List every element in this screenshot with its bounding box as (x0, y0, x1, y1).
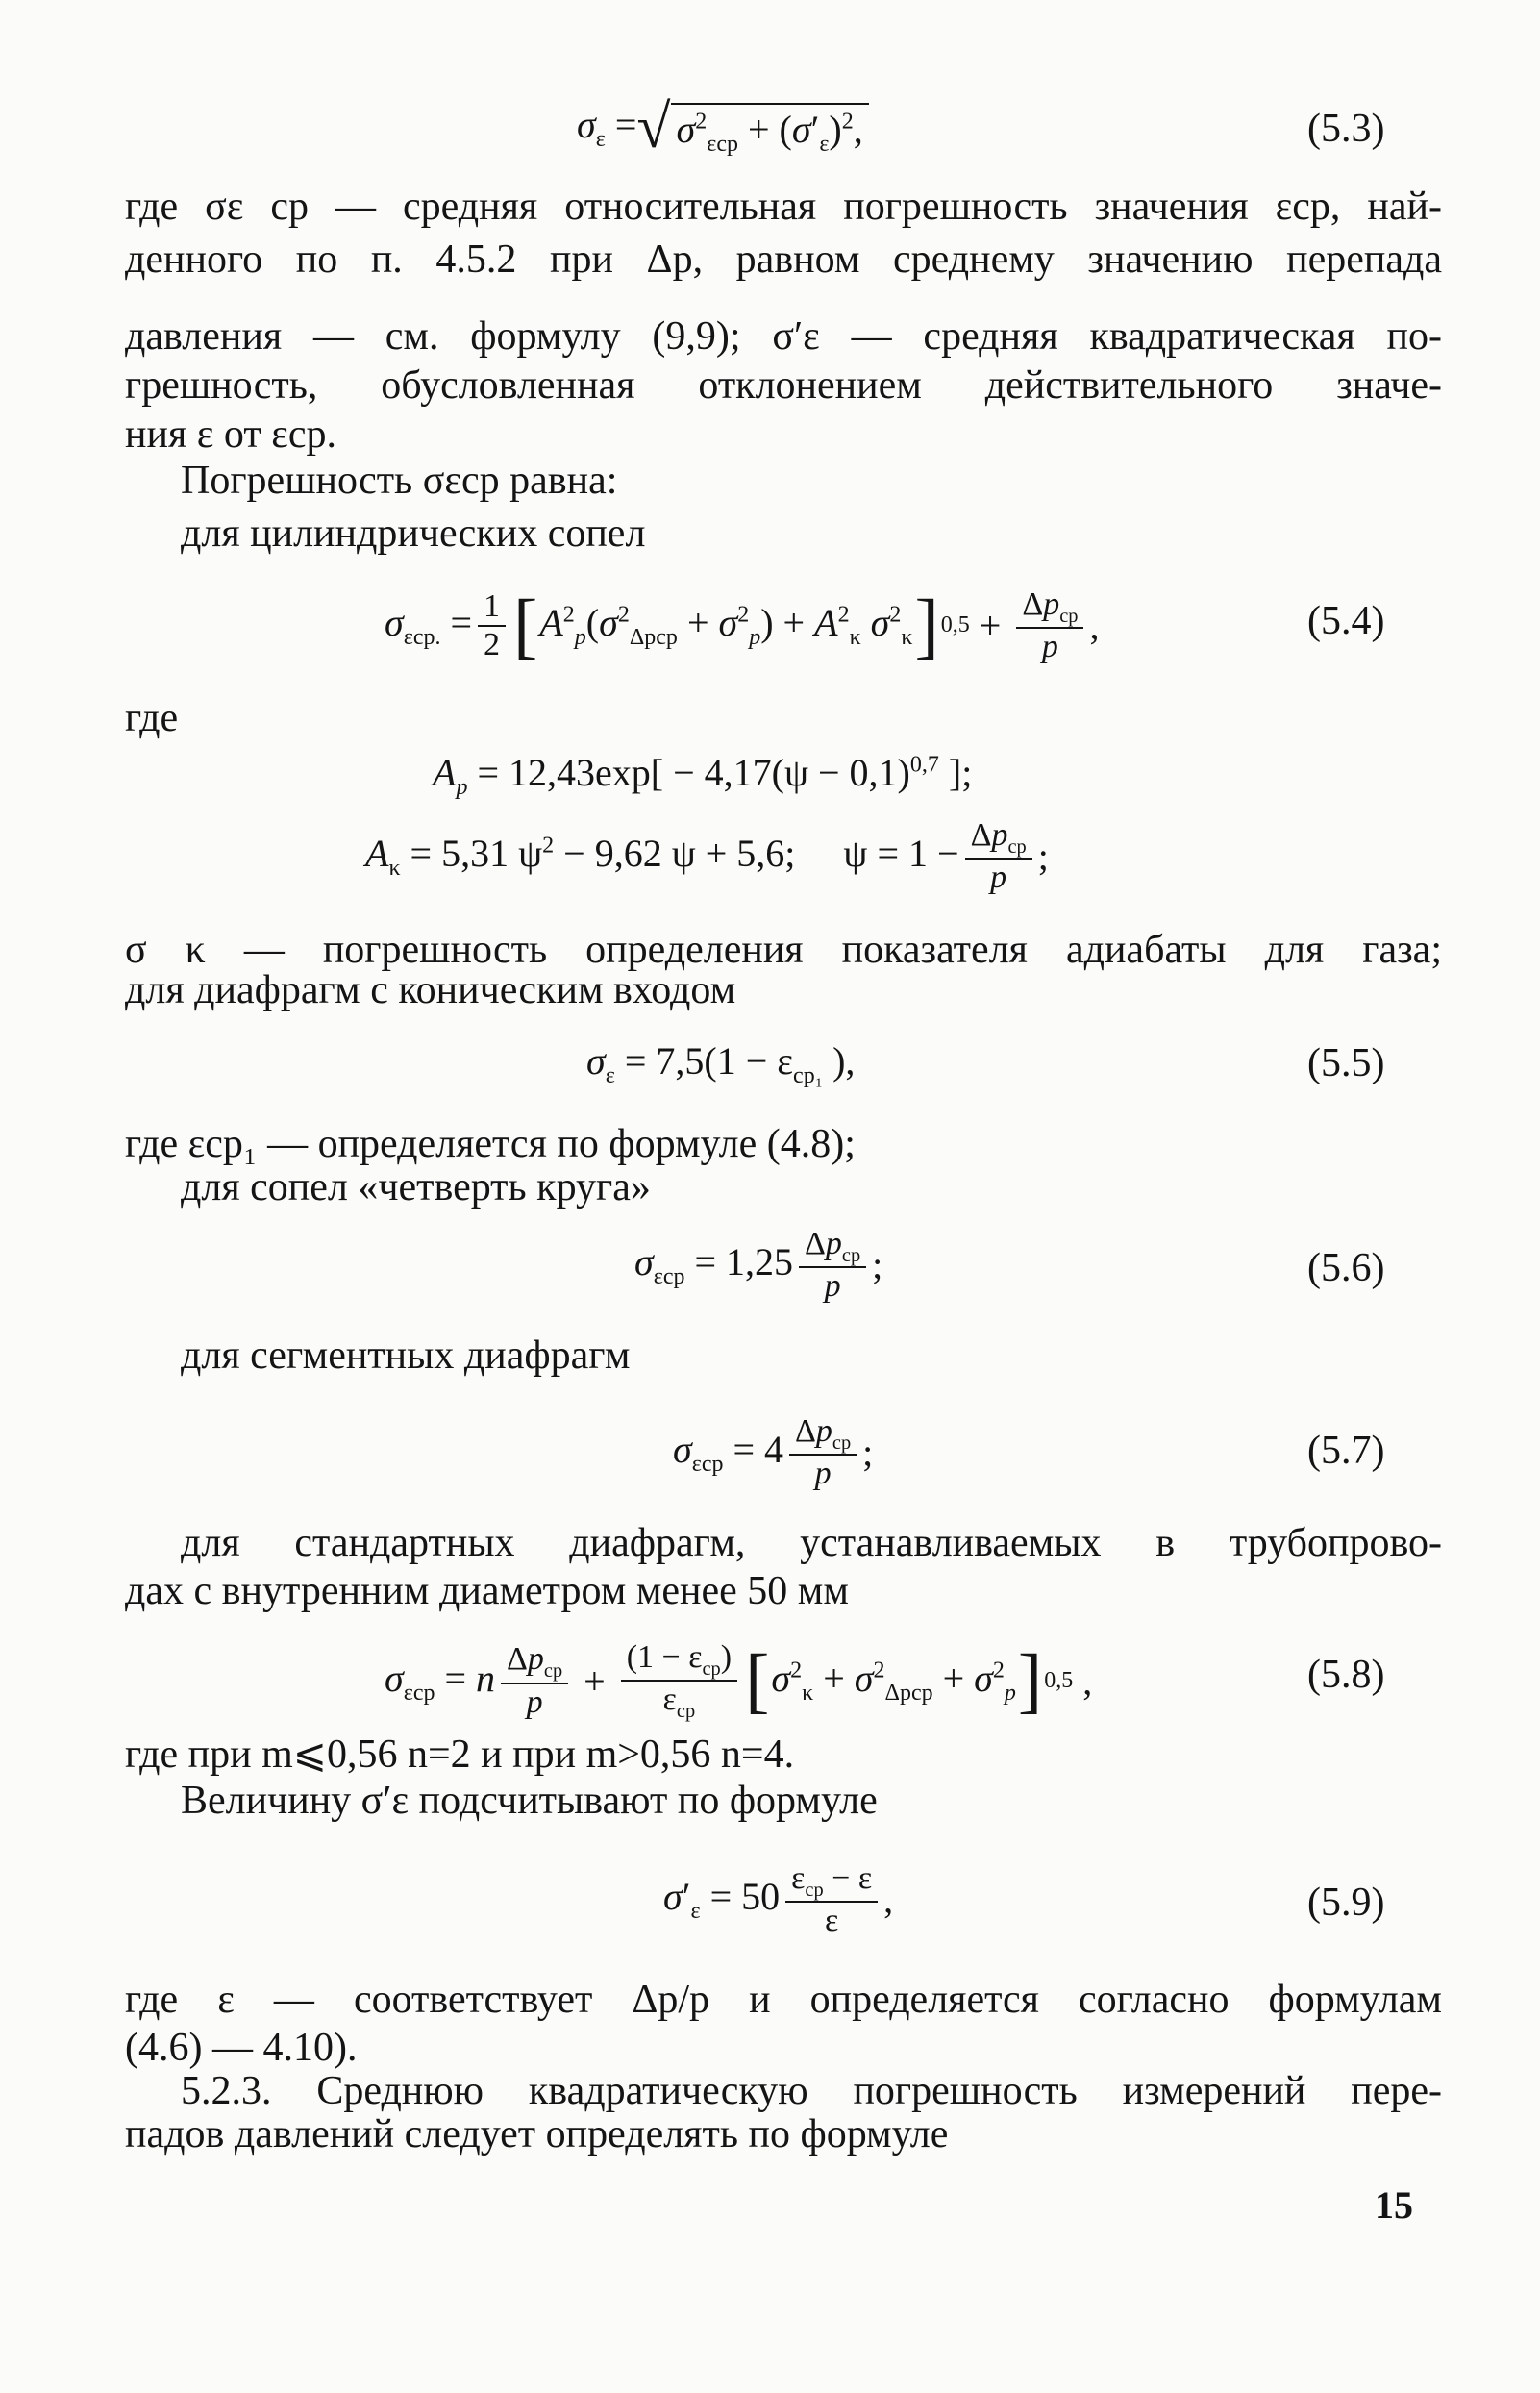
text-line: грешность, обусловленная отклонением действительного значе- (125, 363, 1442, 408)
formula-a-p: $A_p = 12,43\exp[ - 4,17(\psi - 0,1)^{0,7}$ ]; (433, 751, 973, 800)
text-line: для сопел «четверть круга» (181, 1165, 651, 1209)
text-line: для диафрагм с коническим входом (125, 968, 736, 1012)
formula-5-6: $\sigma_{\varepsilon ср} = 1,25$ $\frac{\Delta p_{ср}}{p}$ ; (634, 1226, 883, 1305)
formula-5-7: $\sigma_{\varepsilon ср} = 4$ $\frac{\Delta p_{ср}}{p}$ ; (673, 1413, 874, 1492)
text-line: (4.6) — 4.10). (125, 2026, 358, 2070)
equation-number-5-5: (5.5) (1307, 1041, 1385, 1085)
formula-5-4: $\sigma_{\varepsilon ср.}$ = $\frac{1}{2}$ [ $A^2_p(\sigma^2_{\Delta pср} + \sigma^2_p) + A^2_\kappa$ $\sigma^2_\kappa$ ] 0,5 + $\frac{\Delta p_{ср}}{p}$ , (385, 585, 1100, 666)
formula-5-3: $\sigma_\varepsilon$ = √ $\sigma^2_{\varepsilon ср} + (\sigma'_\varepsilon)^2$, (577, 96, 869, 158)
text-line: для стандартных диафрагм, устанавливаемых в трубопрово- (181, 1521, 1442, 1565)
equation-number-5-7: (5.7) (1307, 1429, 1385, 1473)
text-line: Погрешность σεср равна: (181, 459, 618, 503)
text-line: Величину σ′ε подсчитывают по формуле (181, 1779, 878, 1823)
text-line: денного по п. 4.5.2 при Δp, равном среднему значению перепада (125, 237, 1442, 282)
text-line: ния ε от εср. (125, 412, 336, 457)
text-line: для цилиндрических сопел (181, 511, 646, 556)
formula-5-5: $\sigma_\varepsilon = 7,5(1 - \varepsilon_{ср_1}$ ), (586, 1039, 856, 1088)
text-line: σ κ — погрешность определения показателя адиабаты для газа; (125, 928, 1442, 972)
text-line: дах с внутренним диаметром менее 50 мм (125, 1569, 849, 1613)
equation-number-5-6: (5.6) (1307, 1246, 1385, 1290)
equation-number-5-4: (5.4) (1307, 599, 1385, 643)
text-line: 5.2.3. Среднюю квадратическую погрешность измерений пере- (181, 2069, 1442, 2113)
text-line: где εср₁ — определяется по формуле (4.8); (125, 1122, 856, 1166)
text-line: где σε ср — средняя относительная погрешность значения εср, най- (125, 185, 1442, 229)
text-line: где ε — соответствует Δp/p и определяется согласно формулам (125, 1978, 1442, 2022)
equation-number-5-3: (5.3) (1307, 107, 1385, 151)
formula-5-8: $\sigma_{\varepsilon ср} = n$ $\frac{\Delta p_{ср}}{p}$ + $\frac{(1 - \varepsilon_{ср})}{\varepsilon_{ср}}$ [ $\sigma^2_\kappa + \sigma^2_{\Delta pср} + \sigma^2_p$ ] 0,5 , (385, 1639, 1093, 1723)
equation-number-5-8: (5.8) (1307, 1653, 1385, 1697)
text-line: давления — см. формулу (9,9); σ′ε — средняя квадратическая по- (125, 314, 1442, 359)
text-line: для сегментных диафрагм (181, 1334, 631, 1378)
formula-5-9: $\sigma'_\varepsilon = 50$ $\frac{\varepsilon_{ср} - \varepsilon}{\varepsilon}$ , (663, 1860, 894, 1939)
text-line: падов давлений следует определять по формуле (125, 2112, 949, 2156)
text-line: где (125, 696, 179, 740)
equation-number-5-9: (5.9) (1307, 1881, 1385, 1925)
text-line: где при m⩽0,56 n=2 и при m>0,56 n=4. (125, 1732, 795, 1777)
formula-a-k-psi: $A_\kappa = 5,31$ $\psi^2 - 9,62$ ψ + 5,6; ψ = 1 − $\frac{\Delta p_{ср}}{p}$ ; (365, 817, 1049, 896)
page-number: 15 (1375, 2183, 1413, 2227)
